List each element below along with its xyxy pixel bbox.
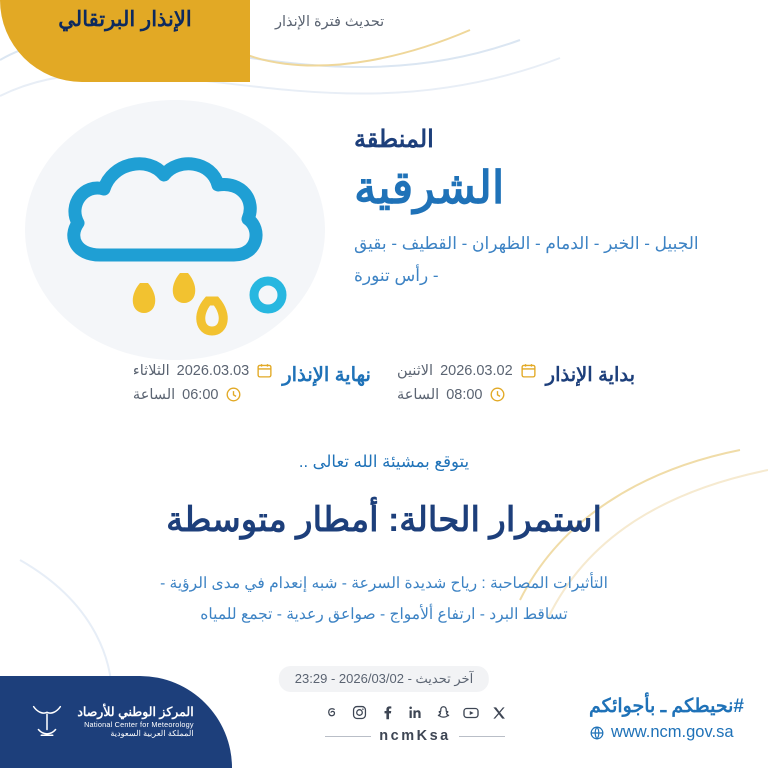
social-handle: ncmKsa xyxy=(379,728,451,744)
alert-start-time-label: الساعة xyxy=(396,386,440,403)
forecast-effects-line-2: تساقط البرد - ارتفاع ألأمواج - صواعق رعدية - تجمع للمياه xyxy=(200,606,568,623)
forecast-effects-line-1: التأثيرات المصاحبة : رياح شديدة السرعة - شبه إنعدام في مدى الرؤية - xyxy=(160,575,608,592)
facebook-icon[interactable] xyxy=(378,703,397,722)
website-url[interactable]: www.ncm.gov.sa xyxy=(610,723,734,741)
calendar-icon xyxy=(256,362,273,379)
website-block xyxy=(589,695,744,742)
clock-icon xyxy=(225,386,242,403)
saudi-emblem-icon xyxy=(26,697,68,748)
threads-icon[interactable] xyxy=(322,703,341,722)
rain-cloud-icon xyxy=(28,105,328,355)
website-row[interactable] xyxy=(589,723,744,742)
alert-end-title: نهاية الإنذار xyxy=(282,364,371,386)
ncm-logo-line-1: المركز الوطني للأرصاد xyxy=(77,704,194,719)
region-cities-line-2: - رأس تنورة xyxy=(354,265,439,285)
ncm-logo-line-3: المملكة العربية السعودية xyxy=(110,729,194,739)
youtube-icon[interactable] xyxy=(462,703,481,722)
calendar-icon xyxy=(520,362,537,379)
globe-icon xyxy=(589,725,605,741)
forecast-headline: استمرار الحالة: أمطار متوسطة xyxy=(166,501,602,539)
region-cities-line-1: الجبيل - الخبر - الدمام - الظهران - القطيف - بقيق xyxy=(354,234,699,254)
alert-end-block xyxy=(133,362,371,403)
alert-start-date: 2026.03.02 xyxy=(440,362,513,379)
alert-start-block xyxy=(397,362,635,403)
forecast-effects xyxy=(0,568,768,630)
alert-end-date: 2026.03.03 xyxy=(176,362,250,379)
alert-period-row xyxy=(0,362,768,403)
alert-level-label: الإنذار البرتقالي xyxy=(58,8,192,31)
social-block xyxy=(300,703,530,744)
alert-start-time-line xyxy=(397,386,537,403)
handle-rule-right xyxy=(325,736,371,737)
alert-end-time-line xyxy=(133,386,273,403)
alert-start-date-line xyxy=(397,362,537,379)
rain-cloud-illustration xyxy=(28,105,328,355)
x-twitter-icon[interactable] xyxy=(490,703,509,722)
alert-end-time: 06:00 xyxy=(182,386,219,403)
ncm-logo-text xyxy=(77,705,193,740)
region-cities xyxy=(354,228,734,291)
instagram-icon[interactable] xyxy=(350,703,369,722)
region-name: الشرقية xyxy=(354,162,505,213)
campaign-hashtag: #نحيطكم ـ بأجوائكم xyxy=(588,696,744,717)
alert-end-time-label: الساعة xyxy=(132,386,176,403)
forecast-intro: يتوقع بمشيئة الله تعالى .. xyxy=(298,453,470,471)
ncm-logo-line-2: National Center for Meteorology xyxy=(84,720,194,730)
clock-icon xyxy=(489,386,506,403)
region-block xyxy=(354,125,734,291)
alert-end-day: الثلاثاء xyxy=(132,362,170,379)
linkedin-icon[interactable] xyxy=(406,703,425,722)
handle-rule-left xyxy=(459,736,505,737)
alert-start-title: بداية الإنذار xyxy=(545,364,636,386)
social-icon-row[interactable] xyxy=(322,703,509,722)
last-update-badge: آخر تحديث - 2026/03/02 - 23:29 xyxy=(279,666,489,692)
alert-start-day: الاثنين xyxy=(396,362,434,379)
alert-end-date-line xyxy=(133,362,273,379)
region-label: المنطقة xyxy=(354,126,434,153)
update-note: تحديث فترة الإنذار xyxy=(275,14,385,30)
snapchat-icon[interactable] xyxy=(434,703,453,722)
alert-start-time: 08:00 xyxy=(446,386,483,403)
social-handle-row xyxy=(325,728,504,744)
